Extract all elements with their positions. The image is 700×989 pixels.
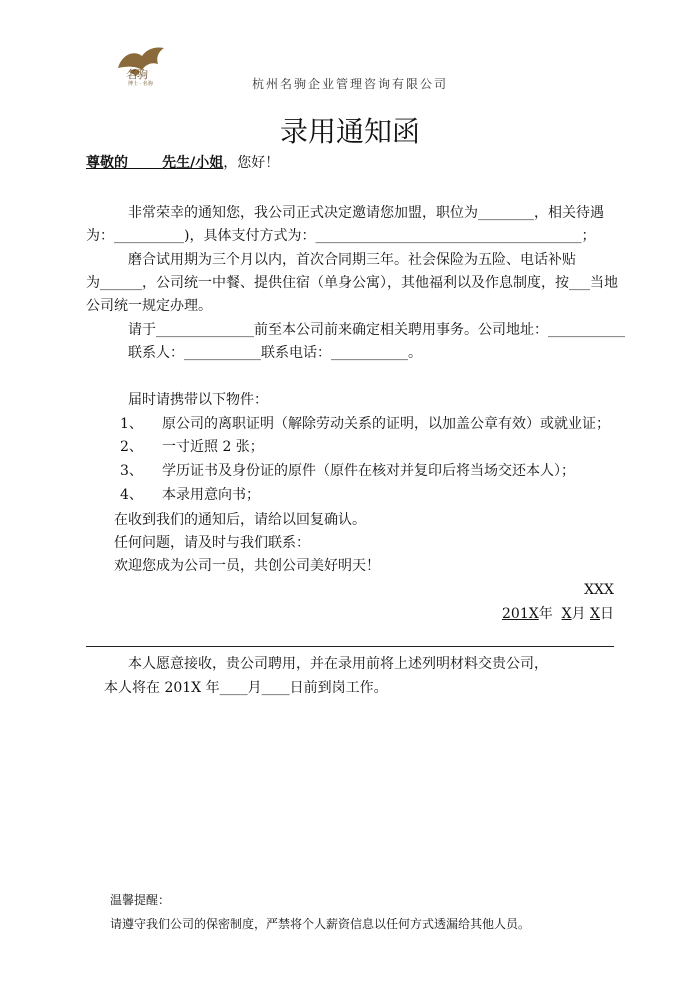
salutation-suffix: ，您好！ bbox=[223, 155, 280, 171]
signature-day: X bbox=[590, 606, 600, 622]
body-line-5: 公司统一规定办理。 bbox=[86, 298, 212, 314]
bring-item-1-text: 原公司的离职证明（解除劳动关系的证明，以加盖公章有效）或就业证； bbox=[162, 416, 610, 432]
bring-item-4-text: 本录用意向书； bbox=[162, 487, 260, 503]
signature-month-label: 月 bbox=[571, 606, 586, 622]
acceptance-line-2: 本人将在 201X 年____月____日前到岗工作。 bbox=[104, 680, 388, 696]
body-line-7: 联系人：___________联系电话：___________。 bbox=[128, 345, 422, 361]
bring-item-2-num: 2、 bbox=[120, 439, 143, 455]
bring-item-4-num: 4、 bbox=[120, 487, 143, 503]
signature-name: XXX bbox=[584, 582, 614, 598]
signature-month: X bbox=[561, 606, 572, 622]
bring-item-1-num: 1、 bbox=[120, 416, 143, 432]
reminder-heading: 温馨提醒： bbox=[110, 893, 171, 907]
divider-line bbox=[86, 646, 614, 647]
salutation-blank bbox=[128, 155, 162, 171]
reminder-text: 请遵守我们公司的保密制度，严禁将个人薪资信息以任何方式透漏给其他人员。 bbox=[110, 917, 531, 931]
signature-date bbox=[502, 607, 614, 621]
body-line-6: 请于______________前至本公司前来确定相关聘用事务。公司地址：___________ bbox=[128, 322, 625, 338]
acceptance-line-1: 本人愿意接收，贵公司聘用，并在录用前将上述列明材料交贵公司， bbox=[128, 656, 548, 672]
logo-text: 名驹 bbox=[126, 68, 148, 81]
body-line-2: 为：__________)，具体支付方式为：______________________________________； bbox=[86, 228, 596, 244]
signature-year-label: 年 bbox=[538, 606, 553, 622]
logo-subtext: 博士 · 名驹 bbox=[128, 81, 153, 87]
body-line-1: 非常荣幸的通知您，我公司正式决定邀请您加盟，职位为________，相关待遇 bbox=[128, 205, 604, 221]
signature-day-label: 日 bbox=[600, 606, 614, 622]
body-line-4: 为______，公司统一中餐、提供住宿（单身公寓），其他福利以及作息制度，按___当地 bbox=[86, 275, 618, 291]
closing-line-1: 在收到我们的通知后，请给以回复确认。 bbox=[114, 512, 366, 528]
bring-item-2-text: 一寸近照 2 张； bbox=[162, 439, 264, 455]
bring-heading: 届时请携带以下物件： bbox=[128, 392, 268, 408]
signature-year: 201X bbox=[502, 606, 539, 622]
closing-line-2: 任何问题，请及时与我们联系： bbox=[114, 535, 310, 551]
company-name: 杭州名驹企业管理咨询有限公司 bbox=[251, 77, 448, 91]
salutation-title: 先生/小姐 bbox=[162, 155, 224, 171]
salutation-prefix: 尊敬的 bbox=[86, 155, 128, 171]
document-title: 录用通知函 bbox=[279, 115, 420, 148]
bring-item-3-num: 3、 bbox=[120, 463, 143, 479]
closing-line-3: 欢迎您成为公司一员，共创公司美好明天！ bbox=[114, 558, 380, 574]
salutation bbox=[86, 156, 279, 170]
body-line-3: 磨合试用期为三个月以内，首次合同期三年。社会保险为五险、电话补贴 bbox=[128, 252, 576, 268]
bring-item-3-text: 学历证书及身份证的原件（原件在核对并复印后将当场交还本人）； bbox=[162, 463, 575, 479]
